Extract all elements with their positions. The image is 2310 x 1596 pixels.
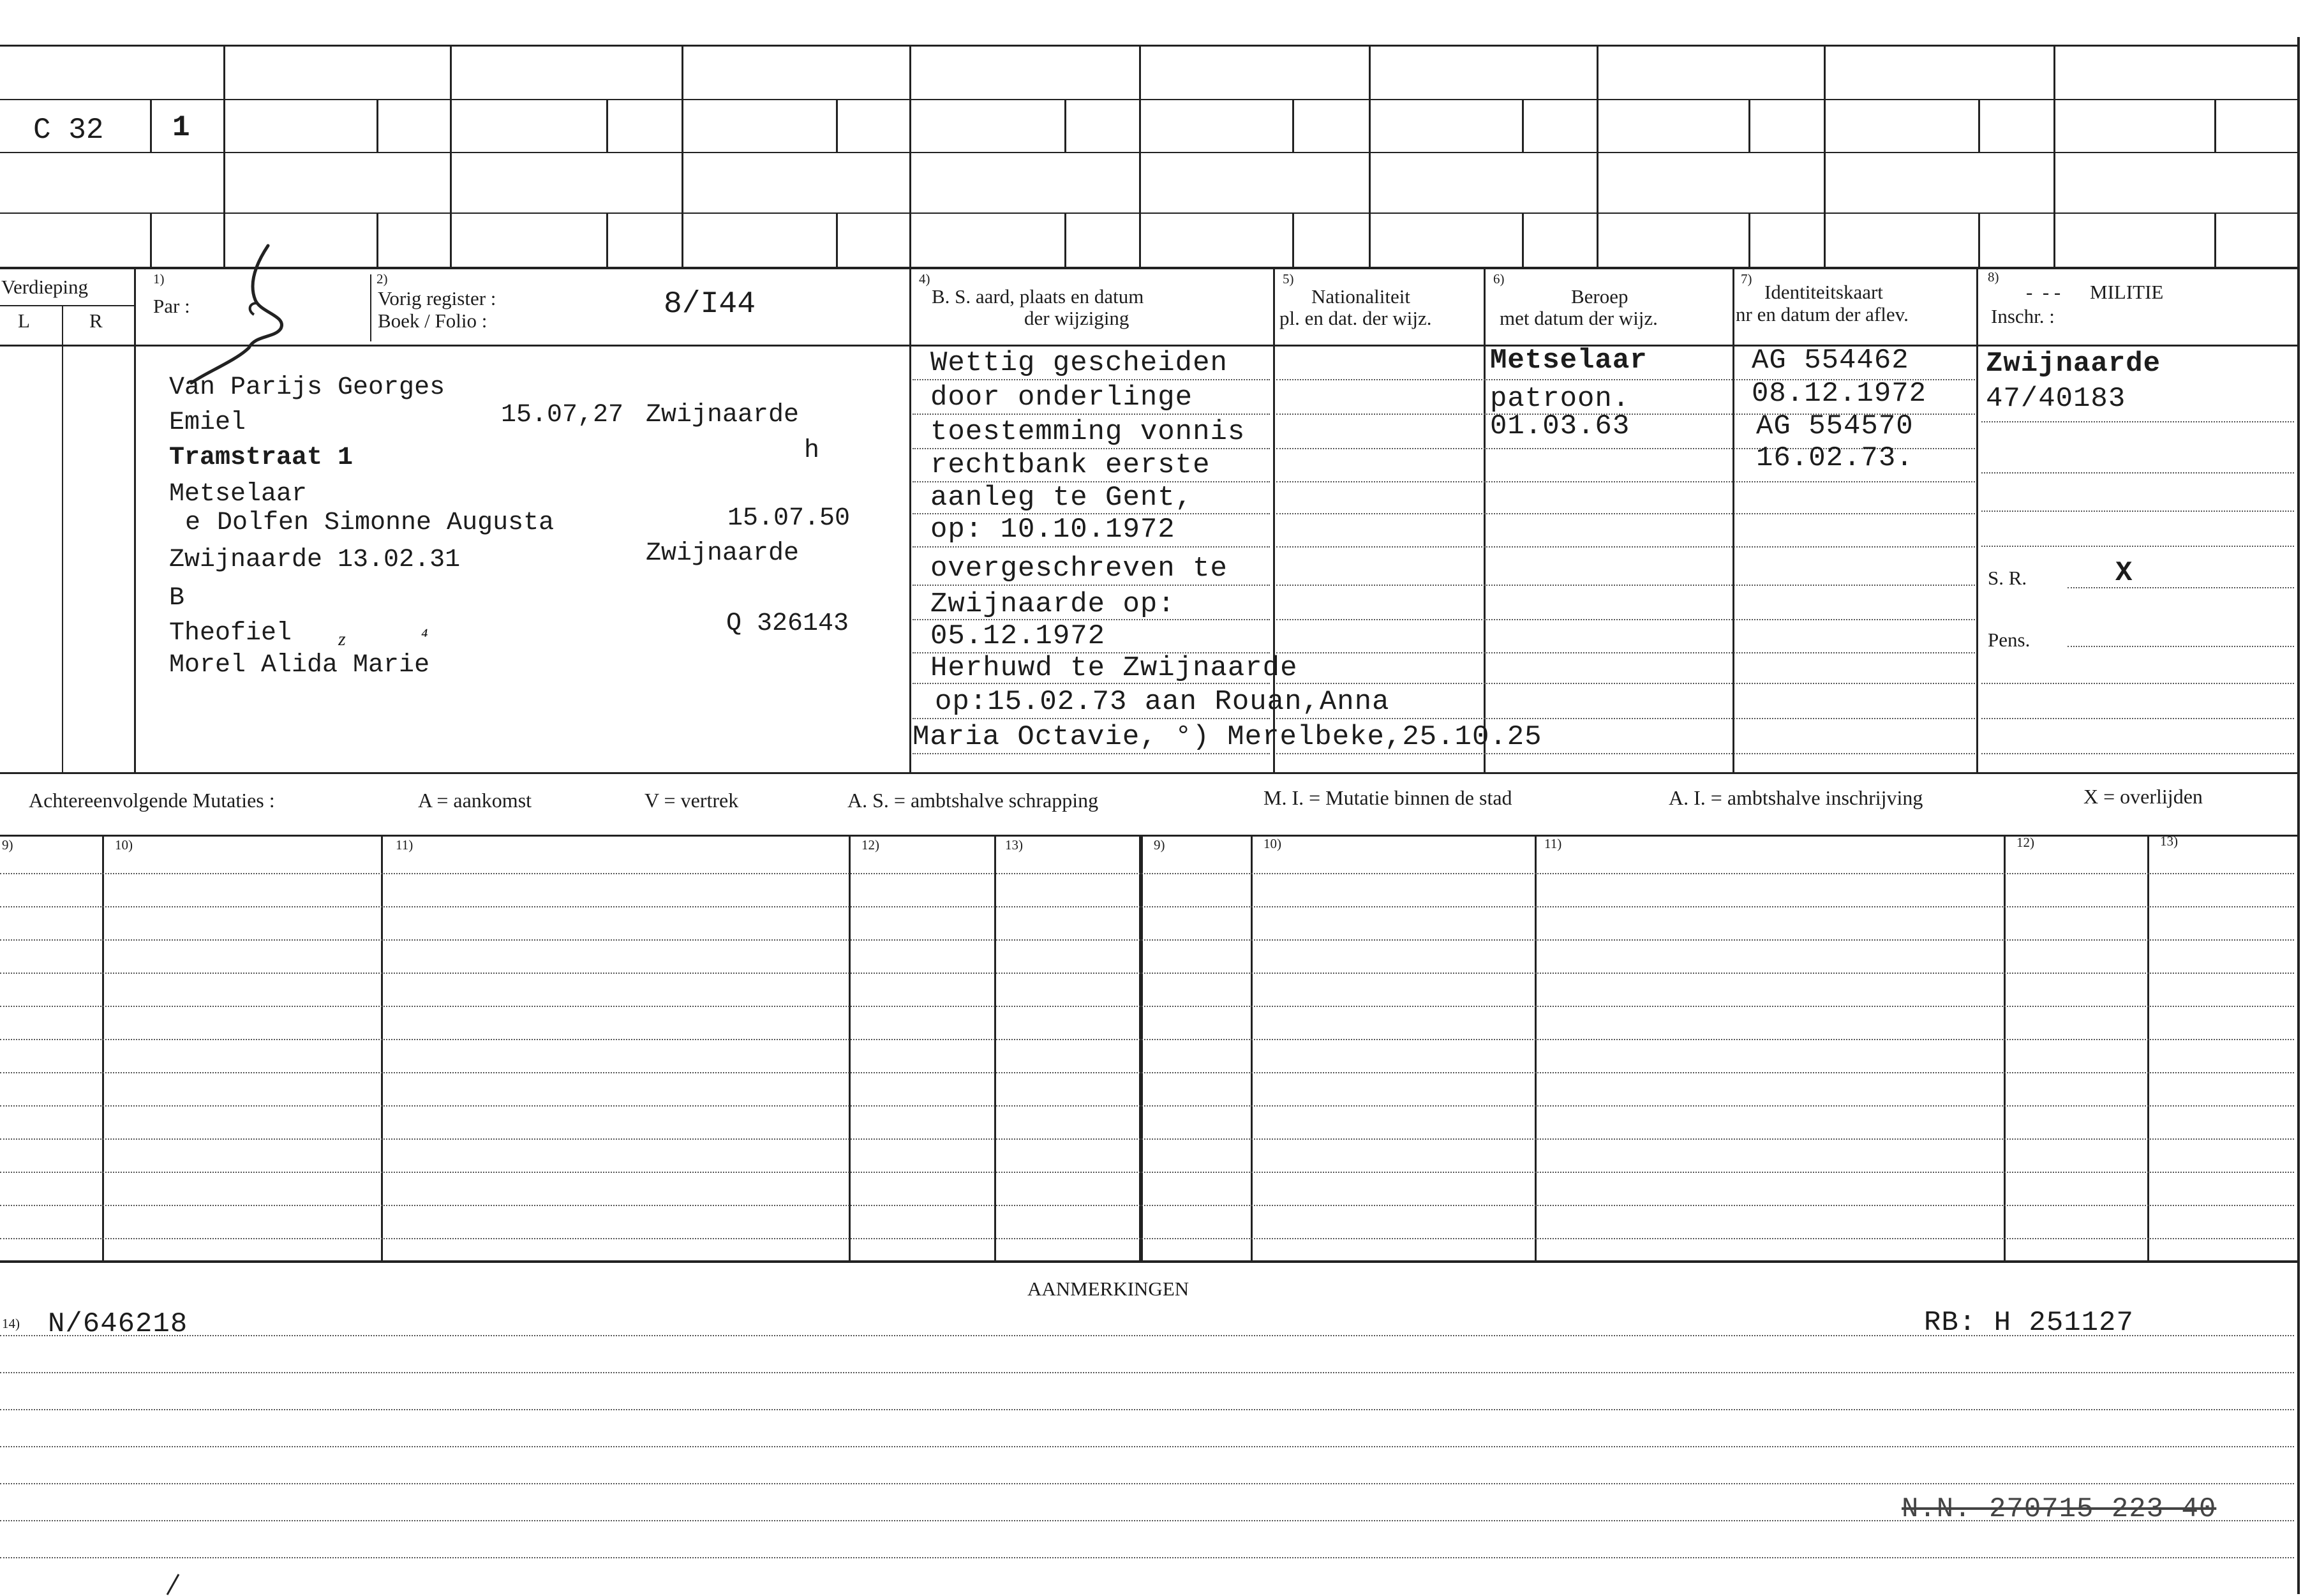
col5-label-1: Nationaliteit [1311, 285, 1410, 308]
rule [150, 213, 152, 267]
rule [1981, 546, 2294, 547]
remarks-number: 14) [2, 1316, 20, 1331]
rule [1139, 835, 1143, 1260]
id-card-line: 08.12.1972 [1752, 378, 1927, 410]
spouse-prefix: e [185, 509, 201, 537]
pens-label: Pens. [1988, 629, 2031, 651]
rule [0, 1238, 2294, 1239]
rule [1276, 683, 1975, 684]
rule [2068, 646, 2294, 647]
rule [1976, 267, 1978, 772]
rule [1981, 683, 2294, 684]
col2-number: 2) [376, 271, 388, 287]
mut-col-number: 12) [2016, 835, 2034, 850]
rule [913, 585, 1270, 586]
pencil-tick-mark [160, 1573, 185, 1596]
rule [1732, 267, 1734, 772]
col4-line: op: 10.10.1972 [930, 514, 1175, 546]
mutaties-item: A. I. = ambtshalve inschrijving [1669, 786, 1923, 809]
id-card-line: AG 554570 [1756, 410, 1914, 442]
id-card-line: 16.02.73. [1756, 442, 1914, 474]
rule [0, 835, 2297, 837]
rule [0, 213, 2297, 214]
mutaties-item: A = aankomst [418, 789, 532, 812]
rule [0, 99, 2297, 100]
mut-col-number: 13) [2160, 833, 2178, 849]
person-name: Van Parijs Georges [169, 373, 445, 402]
rule [909, 345, 911, 772]
rule [0, 1172, 2294, 1173]
rule [150, 99, 152, 152]
rule [1981, 718, 2294, 719]
col4-line: aanleg te Gent, [930, 482, 1193, 514]
rule [134, 267, 136, 772]
spouse-place: Zwijnaarde [646, 539, 800, 568]
rule [62, 305, 63, 772]
rule [1981, 753, 2294, 754]
par-handwritten-mark [185, 239, 313, 386]
col5-label-2: pl. en dat. der wijz. [1279, 307, 1432, 329]
rule [2053, 45, 2055, 267]
mut-col-number: 12) [861, 837, 879, 853]
person-address: Tramstraat 1 [169, 444, 354, 472]
rule [2068, 587, 2294, 588]
occupation-line: 01.03.63 [1490, 410, 1630, 442]
col4-label-2: der wijziging [1024, 307, 1129, 329]
par-label: Par : [153, 295, 190, 317]
vorig-register-label: Vorig register : [378, 287, 496, 310]
rule [0, 1205, 2294, 1206]
rule [909, 45, 911, 267]
rule [682, 45, 683, 267]
mut-col-number: 10) [115, 837, 133, 853]
rule [1276, 652, 1975, 653]
rule [0, 906, 2294, 907]
rule [0, 152, 2297, 153]
col4-line: Maria Octavie, °) Merelbeke,25.10.25 [913, 721, 1542, 753]
rule [1748, 99, 1750, 152]
spouse-birth: Zwijnaarde 13.02.31 [169, 546, 461, 574]
rule [1981, 511, 2294, 512]
mut-col-number: 9) [1154, 837, 1165, 853]
rule [0, 1446, 2294, 1447]
aanmerkingen-title: AANMERKINGEN [1027, 1278, 1189, 1300]
col4-line: overgeschreven te [930, 553, 1228, 585]
rule [2214, 99, 2216, 152]
mut-col-number: 10) [1263, 836, 1281, 851]
rule [376, 213, 378, 267]
rule [836, 99, 838, 152]
col5-number: 5) [1283, 271, 1294, 287]
rule [1139, 45, 1141, 267]
mutaties-item: M. I. = Mutatie binnen de stad [1263, 786, 1512, 809]
rule [913, 753, 1270, 754]
mutaties-item: V = vertrek [645, 789, 739, 812]
rule [0, 1006, 2294, 1007]
person-given-name: Emiel [169, 408, 246, 437]
rule [0, 1105, 2294, 1107]
rule [1981, 472, 2294, 474]
rule [1292, 99, 1294, 152]
col7-label-2: nr en datum der aflev. [1736, 303, 1909, 325]
rule [450, 45, 452, 267]
rule [0, 1409, 2294, 1410]
remarks-right: RB: H 251127 [1924, 1307, 2134, 1339]
militie-number: 47/40183 [1986, 383, 2126, 415]
rule [223, 45, 225, 267]
letter-b: B [169, 584, 185, 613]
col4-label-1: B. S. aard, plaats en datum [932, 285, 1144, 308]
col7-number: 7) [1741, 271, 1752, 287]
spouse-name: Dolfen Simonne Augusta [217, 509, 555, 537]
mut-col-number: 11) [1544, 836, 1562, 851]
handwritten-mark: ⁴ [421, 625, 428, 646]
rule [1369, 45, 1371, 267]
person-birth-place: Zwijnaarde [646, 401, 800, 429]
rule [1978, 213, 1980, 267]
person-h-mark: h [804, 436, 820, 465]
mut-col-number: 13) [1005, 837, 1023, 853]
occupation-line: patroon. [1490, 383, 1630, 415]
rule [1484, 267, 1486, 772]
rule [913, 379, 1270, 380]
rule [0, 305, 134, 306]
col4-line: door onderlinge [930, 382, 1193, 414]
rule [102, 835, 104, 1260]
rule [913, 414, 1270, 415]
rule [0, 873, 2294, 874]
remarks-left: N/646218 [48, 1308, 188, 1340]
rule [1276, 619, 1975, 620]
rule [1535, 835, 1537, 1260]
father-name: Theofiel [169, 619, 292, 648]
card-number: 1 [172, 111, 190, 144]
rule [0, 45, 2297, 47]
sr-value: X [2115, 557, 2133, 589]
col4-line: 05.12.1972 [930, 620, 1106, 652]
rule [1292, 213, 1294, 267]
col4-line: rechtbank eerste [930, 449, 1211, 481]
rule [0, 1039, 2294, 1040]
rule [1824, 45, 1826, 267]
handwritten-mark: z [338, 629, 346, 650]
rule [1597, 45, 1598, 267]
rule [0, 772, 2297, 774]
col4-number: 4) [919, 271, 930, 287]
rule [0, 1557, 2294, 1558]
rule [370, 274, 371, 341]
rule [1276, 753, 1975, 754]
person-occupation: Metselaar [169, 480, 308, 509]
rule [0, 1335, 2294, 1336]
occupation-line: Metselaar [1490, 345, 1648, 377]
rule [0, 267, 2297, 269]
rule [994, 835, 996, 1260]
mother-name: Morel Alida Marie [169, 651, 430, 680]
mut-col-number: 11) [396, 837, 414, 853]
col6-label-2: met datum der wijz. [1500, 307, 1658, 329]
register-value: 8/I44 [664, 287, 756, 322]
col6-label-1: Beroep [1571, 285, 1628, 308]
national-number: N.N. 270715 223 40 [1902, 1493, 2217, 1525]
rule [0, 345, 2297, 347]
rule [0, 939, 2294, 941]
militie-place: Zwijnaarde [1986, 348, 2161, 380]
rule [1064, 213, 1066, 267]
father-number: Q 326143 [726, 609, 849, 638]
rule [1276, 481, 1975, 482]
rule [0, 973, 2294, 974]
col4-line: Zwijnaarde op: [930, 588, 1175, 620]
rule [606, 213, 608, 267]
rule [0, 1072, 2294, 1073]
col7-label-1: Identiteitskaart [1764, 281, 1883, 303]
rule [836, 213, 838, 267]
col4-line: Herhuwd te Zwijnaarde [930, 652, 1298, 684]
rule [913, 546, 1270, 548]
mutaties-item: X = overlijden [2083, 785, 2203, 808]
rule [1981, 421, 2294, 422]
mutaties-title: Achtereenvolgende Mutaties : [29, 789, 275, 812]
verdieping-right: R [89, 310, 103, 332]
col6-number: 6) [1493, 271, 1505, 287]
verdieping-left: L [18, 310, 30, 332]
rule [1748, 213, 1750, 267]
col8-number: 8) [1988, 269, 1999, 285]
rule [381, 835, 383, 1260]
rule [0, 1372, 2294, 1373]
rule [2147, 835, 2149, 1260]
rule [1276, 718, 1975, 719]
rule [1276, 546, 1975, 548]
rule [1276, 513, 1975, 514]
card-code: C 32 [33, 114, 104, 147]
person-birth-date: 15.07,27 [501, 401, 624, 429]
col1-number: 1) [153, 271, 165, 287]
sr-label: S. R. [1988, 567, 2027, 589]
rule [2004, 835, 2006, 1260]
col4-line: Wettig gescheiden [930, 347, 1228, 379]
rule [1978, 99, 1980, 152]
mut-col-number: 9) [2, 837, 13, 853]
col4-line: op:15.02.73 aan Rouan,Anna [935, 686, 1390, 718]
rule [913, 718, 1270, 719]
mutaties-item: A. S. = ambtshalve schrapping [847, 789, 1099, 812]
rule [606, 99, 608, 152]
rule [1251, 835, 1253, 1260]
rule [1276, 585, 1975, 586]
rule [2297, 37, 2300, 1594]
inschr-label: Inschr. : [1991, 305, 2055, 327]
rule [0, 1138, 2294, 1140]
rule [1522, 213, 1524, 267]
boek-folio-label: Boek / Folio : [378, 310, 488, 332]
rule [0, 1483, 2294, 1484]
id-card-line: AG 554462 [1752, 345, 1909, 377]
rule [0, 1520, 2294, 1521]
verdieping-label: Verdieping [1, 276, 89, 298]
militie-dash: - - - [2026, 281, 2061, 303]
rule [0, 1260, 2297, 1263]
rule [1522, 99, 1524, 152]
rule [2214, 213, 2216, 267]
rule [849, 835, 851, 1260]
rule [376, 99, 378, 152]
col4-line: toestemming vonnis [930, 416, 1246, 448]
militie-label: MILITIE [2090, 281, 2164, 303]
spouse-date: 15.07.50 [727, 504, 851, 533]
rule [1064, 99, 1066, 152]
